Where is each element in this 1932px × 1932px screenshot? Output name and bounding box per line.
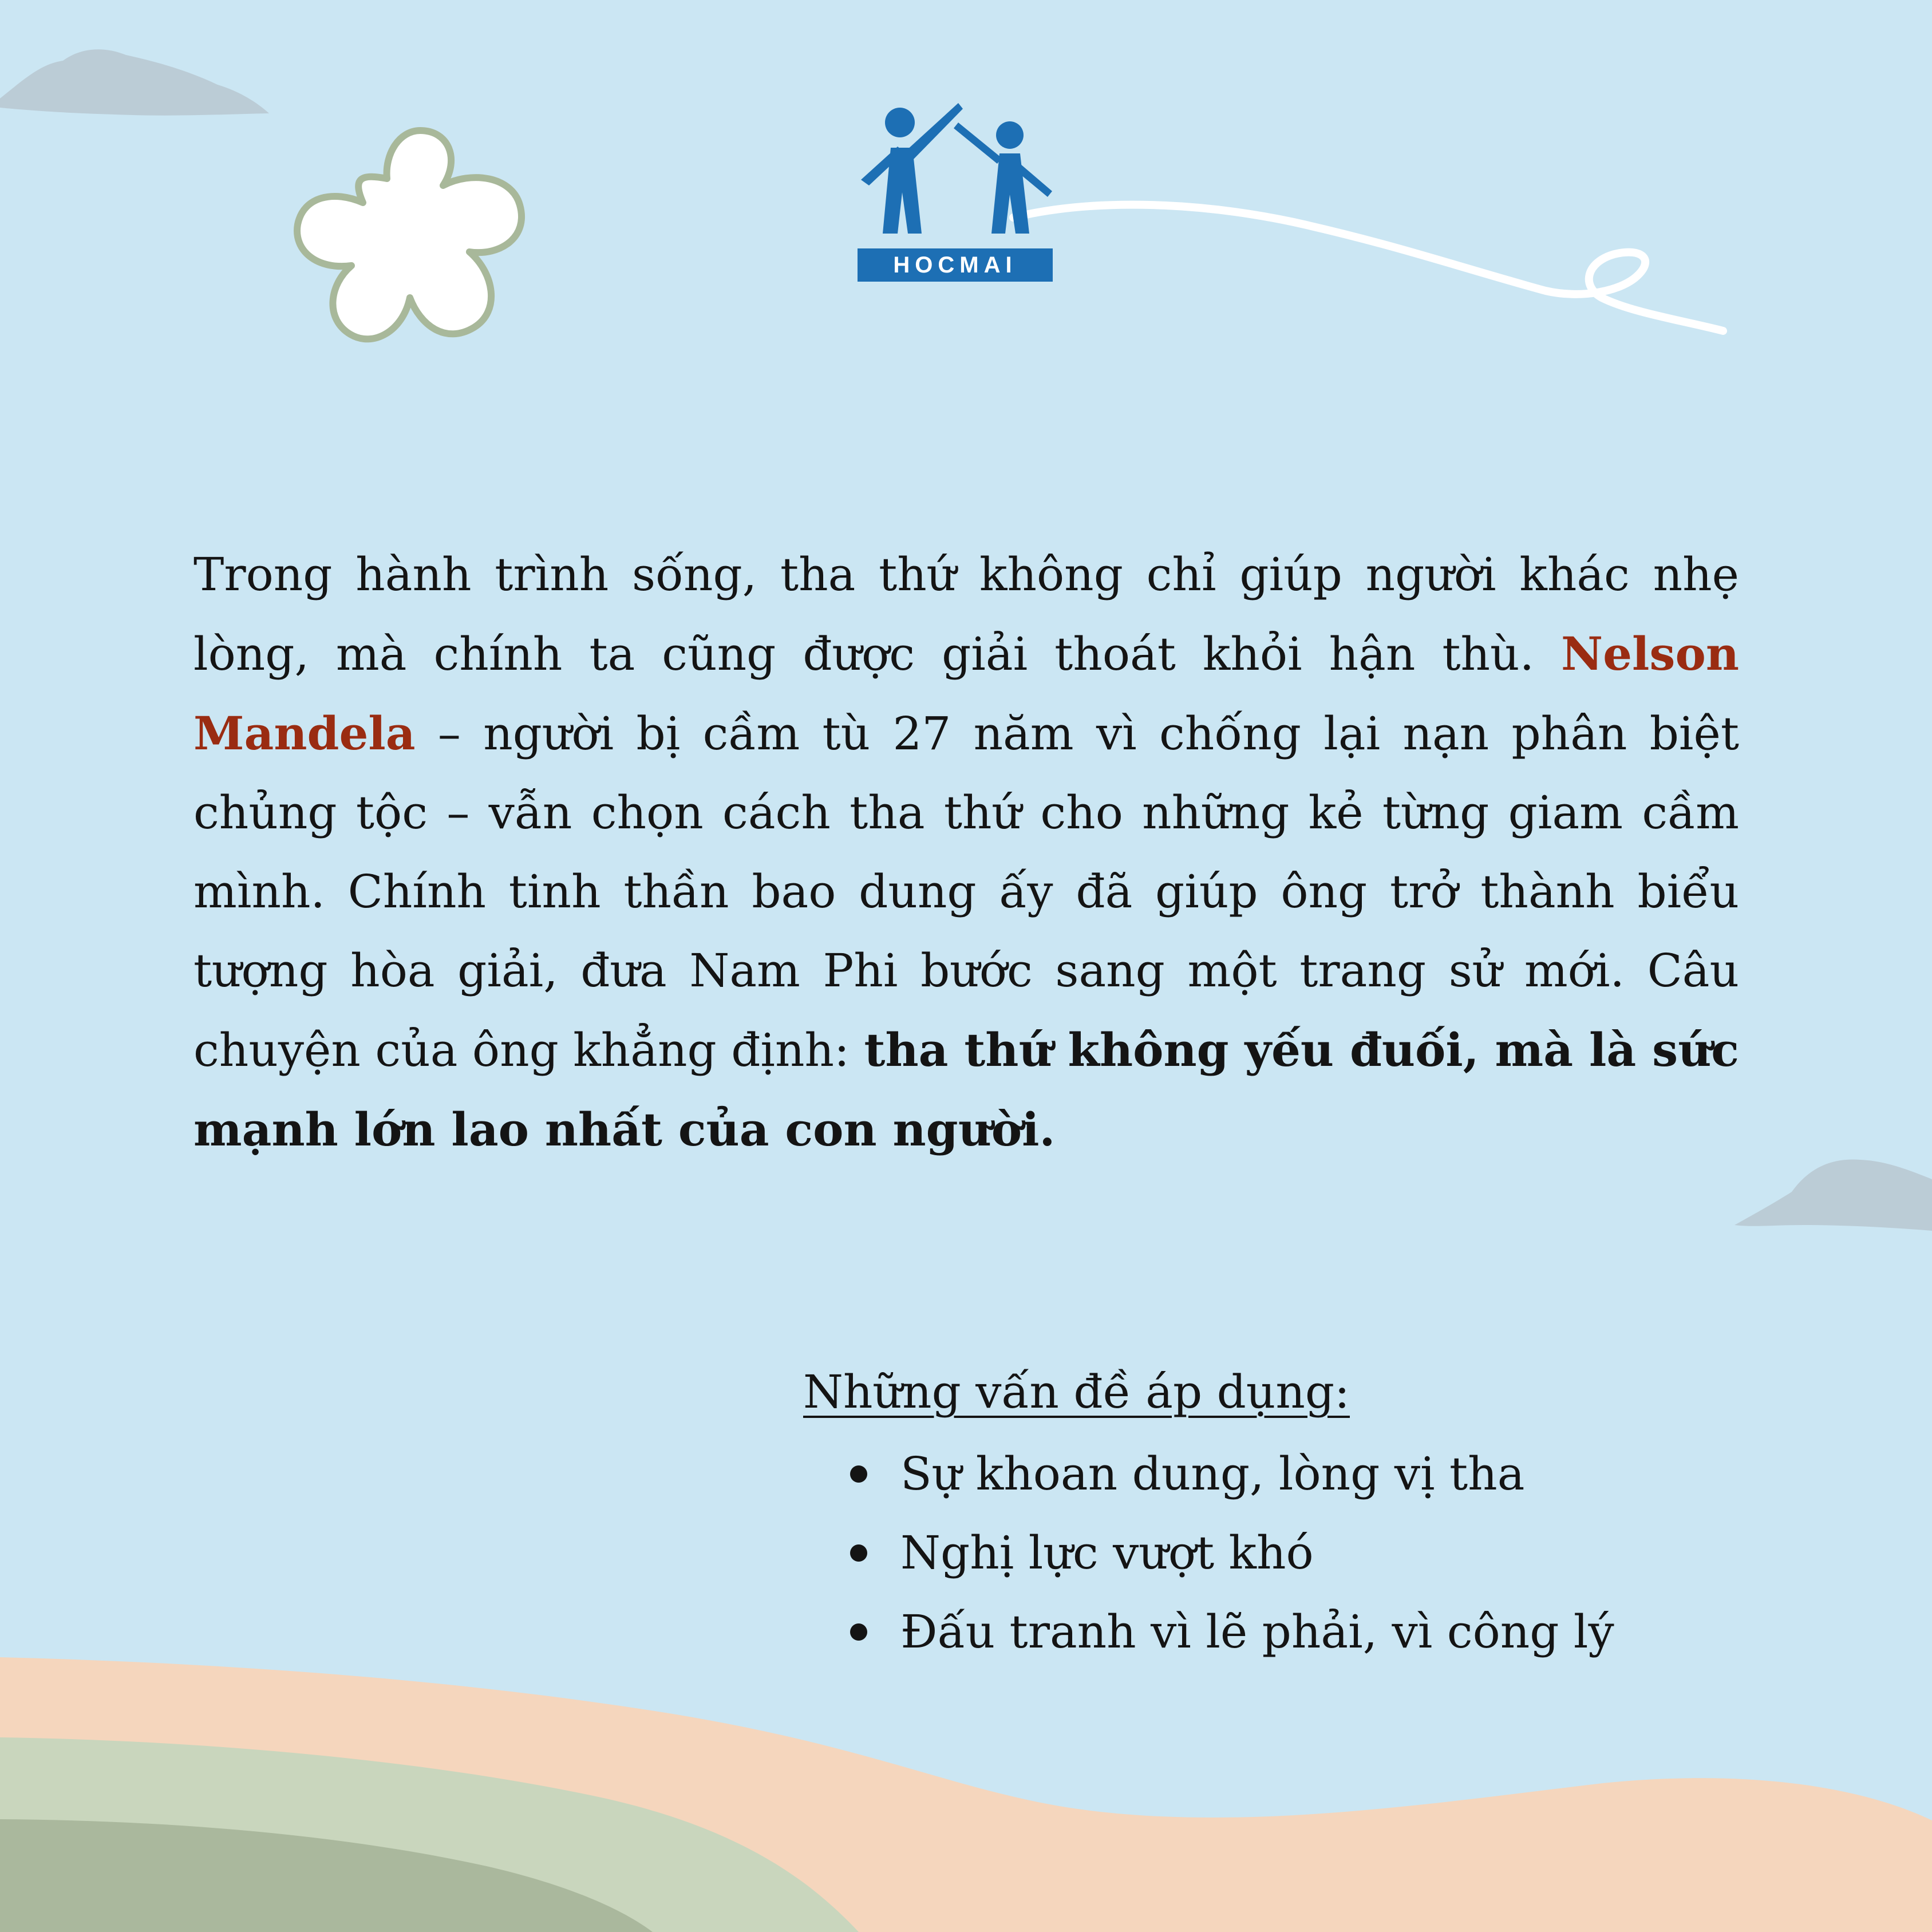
swoosh-line — [1013, 205, 1723, 331]
list-item-text: Nghị lực vượt khó — [900, 1526, 1314, 1579]
story-body: – người bị cầm tù 27 năm vì chống lại nạn phân biệt chủng tộc – vẫn chọn cách tha thứ cho những kẻ từng giam cầm mình. Chính tinh thần bao dung ấy đã giúp ông trở thành biểu tượng hòa giải, đưa Nam Phi bước sang một trang sử mới. Câu chuyện của ông khẳng định: — [193, 707, 1739, 1077]
two-people-house-icon — [858, 96, 1055, 248]
hocmai-logo[interactable] — [858, 96, 1055, 290]
story-emphasis: tha thứ không yếu đuối, mà là sức mạnh lớn lao nhất của con người. — [193, 1023, 1739, 1156]
list-item — [803, 1435, 1776, 1514]
cloud-top-left — [0, 49, 269, 115]
bullet-icon — [850, 1623, 867, 1641]
application-heading: Những vấn đề áp dụng: — [803, 1365, 1350, 1419]
flower-icon — [297, 131, 521, 339]
logo-wordmark: HOCMAI — [858, 248, 1053, 282]
list-item-text: Sự khoan dung, lòng vị tha — [900, 1447, 1525, 1500]
list-item — [803, 1593, 1776, 1672]
story-paragraph — [193, 535, 1739, 1170]
bullet-icon — [850, 1544, 867, 1562]
cloud-right — [1735, 1159, 1932, 1231]
list-item-text: Đấu tranh vì lẽ phải, vì công lý — [900, 1605, 1614, 1658]
application-list — [803, 1435, 1776, 1672]
bullet-icon — [850, 1465, 867, 1483]
highlighted-name: Nelson Mandela — [193, 627, 1739, 760]
story-intro: Trong hành trình sống, tha thứ không chỉ giúp người khác nhẹ lòng, mà chính ta cũng được giải thoát khỏi hận thù. — [193, 548, 1739, 681]
application-section — [803, 1357, 1776, 1672]
list-item — [803, 1514, 1776, 1593]
